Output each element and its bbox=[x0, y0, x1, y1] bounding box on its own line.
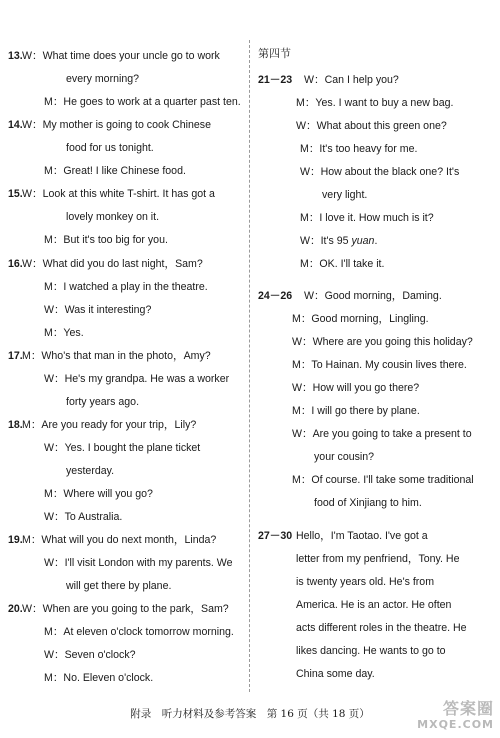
transcript-line: W：How will you go there? bbox=[292, 382, 420, 394]
transcript-line: M：It's too heavy for me. bbox=[300, 143, 418, 155]
transcript-line: W：Can I help you? bbox=[304, 74, 399, 86]
transcript-line: W：It's 95 yuan. bbox=[300, 235, 378, 247]
transcript-line: W：I'll visit London with my parents. We bbox=[44, 557, 233, 569]
transcript-line: W：Where are you going this holiday? bbox=[292, 336, 473, 348]
question-number: 21－23 bbox=[258, 74, 293, 86]
transcript-line: M：What will you do next month，Linda? bbox=[22, 534, 217, 546]
transcript-line: acts different roles in the theatre. He bbox=[296, 622, 467, 634]
question-number: 17. bbox=[8, 350, 23, 362]
question-number: 27－30 bbox=[258, 530, 293, 542]
transcript-line: M：I love it. How much is it? bbox=[300, 212, 434, 224]
question-number: 15. bbox=[8, 188, 23, 200]
transcript-line: W：What time does your uncle go to work bbox=[22, 50, 220, 62]
transcript-line: M：I will go there by plane. bbox=[292, 405, 420, 417]
transcript-line: M：Yes. I want to buy a new bag. bbox=[296, 97, 454, 109]
transcript-line: M：Great! I like Chinese food. bbox=[44, 165, 186, 177]
transcript-line: Hello，I'm Taotao. I've got a bbox=[296, 530, 428, 542]
transcript-line: M：But it's too big for you. bbox=[44, 234, 168, 246]
transcript-line: W：Seven o'clock? bbox=[44, 649, 136, 661]
transcript-line: your cousin? bbox=[314, 451, 375, 463]
transcript-line: food of Xinjiang to him. bbox=[314, 497, 422, 509]
transcript-line: M：Good morning，Lingling. bbox=[292, 313, 429, 325]
transcript-line: W：What did you do last night，Sam? bbox=[22, 258, 203, 270]
transcript-line: China some day. bbox=[296, 668, 375, 680]
question-number: 24－26 bbox=[258, 290, 293, 302]
transcript-line: M：I watched a play in the theatre. bbox=[44, 281, 208, 293]
section-title: 第四节 bbox=[258, 47, 291, 60]
transcript-line: very light. bbox=[322, 189, 368, 201]
transcript-line: forty years ago. bbox=[66, 396, 140, 408]
watermark-url: MXQE.COM bbox=[417, 718, 494, 731]
transcript-line: M：He goes to work at a quarter past ten. bbox=[44, 96, 241, 108]
transcript-line: M：No. Eleven o'clock. bbox=[44, 672, 154, 684]
transcript-line: lovely monkey on it. bbox=[66, 211, 160, 223]
transcript-line: W：Are you going to take a present to bbox=[292, 428, 472, 440]
transcript-line: W：Was it interesting? bbox=[44, 304, 152, 316]
transcript-line: W：He's my grandpa. He was a worker bbox=[44, 373, 230, 385]
question-number: 20. bbox=[8, 603, 23, 615]
transcript-line: W：Look at this white T-shirt. It has got a bbox=[22, 188, 215, 200]
transcript-line: M：Are you ready for your trip，Lily? bbox=[22, 419, 197, 431]
transcript-line: W：My mother is going to cook Chinese bbox=[22, 119, 211, 131]
transcript-line: W：What about this green one? bbox=[296, 120, 447, 132]
transcript-line: W：How about the black one? It's bbox=[300, 166, 460, 178]
transcript-line: W：Good morning，Daming. bbox=[304, 290, 442, 302]
question-number: 18. bbox=[8, 419, 23, 431]
transcript-line: M：At eleven o'clock tomorrow morning. bbox=[44, 626, 234, 638]
transcript-line: M：Where will you go? bbox=[44, 488, 153, 500]
transcript-line: America. He is an actor. He often bbox=[296, 599, 452, 611]
transcript-line: letter from my penfriend，Tony. He bbox=[296, 553, 460, 565]
question-number: 16. bbox=[8, 258, 23, 270]
transcript-line: every morning? bbox=[66, 73, 140, 85]
transcript-line: food for us tonight. bbox=[66, 142, 154, 154]
column-divider bbox=[249, 40, 250, 692]
transcript-line: M：Yes. bbox=[44, 327, 84, 339]
transcript-line: M：To Hainan. My cousin lives there. bbox=[292, 359, 467, 371]
transcript-line: M：Who's that man in the photo，Amy? bbox=[22, 350, 211, 362]
transcript-line: W：When are you going to the park，Sam? bbox=[22, 603, 229, 615]
watermark-text: 答案圈 bbox=[442, 699, 494, 718]
transcript-line: yesterday. bbox=[66, 465, 115, 477]
page-footer: 附录 听力材料及参考答案 第 16 页（共 18 页） bbox=[130, 708, 370, 720]
transcript-line: will get there by plane. bbox=[66, 580, 172, 592]
transcript-line: M：OK. I'll take it. bbox=[300, 258, 385, 270]
transcript-line: W：Yes. I bought the plane ticket bbox=[44, 442, 201, 454]
transcript-line: M：Of course. I'll take some traditional bbox=[292, 474, 474, 486]
question-number: 19. bbox=[8, 534, 23, 546]
transcript-line: likes dancing. He wants to go to bbox=[296, 645, 446, 657]
question-number: 14. bbox=[8, 119, 23, 131]
transcript-line: W：To Australia. bbox=[44, 511, 123, 523]
watermark-logo bbox=[414, 700, 494, 736]
question-number: 13. bbox=[8, 50, 23, 62]
transcript-line: is twenty years old. He's from bbox=[296, 576, 435, 588]
